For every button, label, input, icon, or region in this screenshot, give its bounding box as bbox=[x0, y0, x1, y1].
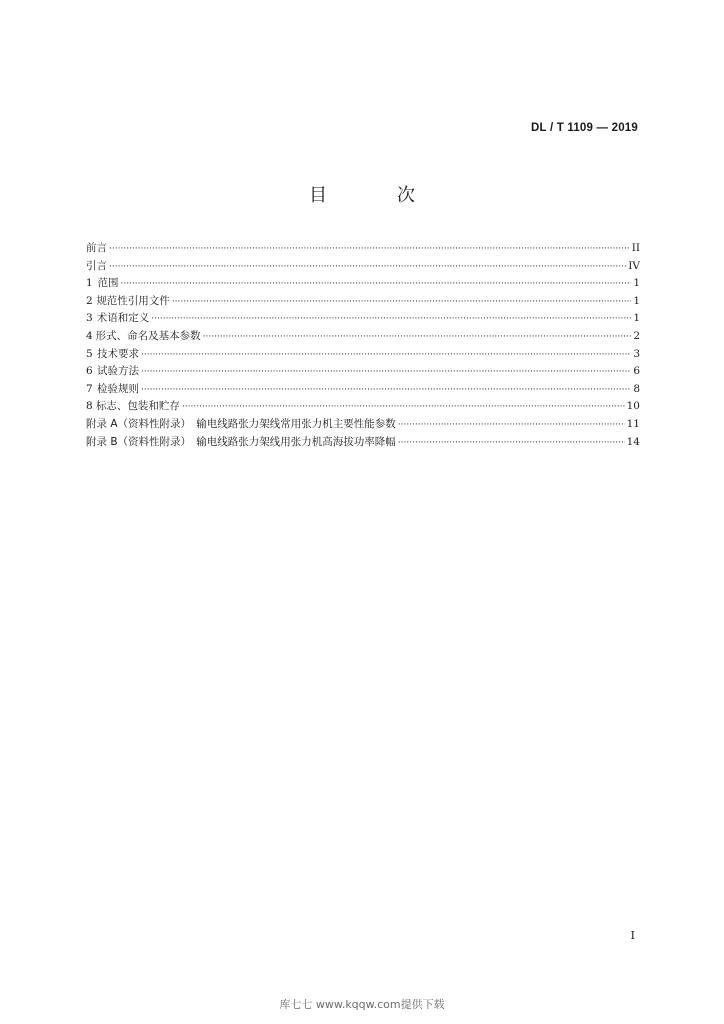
toc-entry-number: 7 bbox=[86, 382, 93, 395]
toc-entry-label: 检验规则 bbox=[97, 382, 139, 395]
toc-entry-label: 试验方法 bbox=[97, 365, 139, 378]
toc-entry-scope[interactable] bbox=[86, 275, 640, 293]
toc-entry-page: 2 bbox=[633, 329, 640, 342]
toc-leader-dots bbox=[120, 276, 631, 294]
toc-entry-label: 规范性引用文件 bbox=[96, 294, 170, 307]
toc-entry-page: 8 bbox=[633, 382, 640, 395]
page-number: I bbox=[630, 929, 635, 942]
toc-entry-page: 14 bbox=[626, 435, 640, 448]
toc-entry-page: 11 bbox=[626, 417, 640, 430]
toc-entry-number: 3 bbox=[86, 312, 93, 325]
toc-entry-number: 2 bbox=[86, 294, 93, 307]
toc-entry-page: 10 bbox=[626, 400, 640, 413]
toc-leader-dots bbox=[398, 417, 625, 435]
toc-entry-foreword[interactable] bbox=[86, 240, 640, 258]
page-title: 目 次 bbox=[309, 185, 441, 206]
toc-entry-number: 5 bbox=[86, 347, 93, 360]
toc-entry-page: IV bbox=[628, 259, 640, 272]
toc-entry-normative-references[interactable] bbox=[86, 293, 640, 311]
toc-entry-appendix-b[interactable] bbox=[86, 434, 640, 452]
toc-entry-number: 6 bbox=[86, 365, 93, 378]
toc-entry-page: II bbox=[631, 242, 640, 254]
toc-entry-page: 1 bbox=[633, 312, 640, 325]
toc-leader-dots bbox=[203, 329, 632, 347]
toc-entry-label: 范围 bbox=[97, 277, 119, 290]
toc-entry-marking-packaging[interactable] bbox=[86, 398, 640, 416]
toc-entry-label: 附录 B（资料性附录） 输电线路张力架线用张力机高海拔功率降幅 bbox=[86, 435, 396, 448]
toc-entry-introduction[interactable] bbox=[86, 258, 640, 276]
toc-entry-number: 1 bbox=[86, 277, 93, 290]
toc-entry-appendix-a[interactable] bbox=[86, 416, 640, 434]
toc-entry-label: 标志、包装和贮存 bbox=[95, 400, 180, 413]
toc-leader-dots bbox=[172, 294, 632, 312]
toc-leader-dots bbox=[151, 311, 631, 329]
toc-leader-dots bbox=[109, 241, 630, 259]
toc-entry-label: 术语和定义 bbox=[96, 312, 150, 325]
toc-entry-number: 4 bbox=[86, 329, 93, 342]
toc-entry-page: 6 bbox=[633, 365, 640, 378]
toc-entry-page: 1 bbox=[633, 277, 640, 290]
toc-entry-technical-requirements[interactable] bbox=[86, 346, 640, 364]
toc-entry-terms[interactable] bbox=[86, 310, 640, 328]
toc-entry-page: 3 bbox=[633, 347, 640, 360]
toc-entry-test-methods[interactable] bbox=[86, 363, 640, 381]
toc-leader-dots bbox=[398, 435, 625, 453]
toc-entry-label: 前言 bbox=[86, 242, 107, 254]
toc-leader-dots bbox=[141, 382, 631, 400]
toc-entry-label: 技术要求 bbox=[97, 347, 139, 360]
toc-leader-dots bbox=[109, 259, 626, 277]
download-watermark: 库七七 www.kqqw.com提供下载 bbox=[279, 998, 445, 1011]
toc-leader-dots bbox=[141, 364, 631, 382]
table-of-contents bbox=[86, 240, 640, 451]
toc-entry-label: 形式、命名及基本参数 bbox=[95, 329, 201, 342]
toc-entry-inspection-rules[interactable] bbox=[86, 381, 640, 399]
toc-entry-label: 附录 A（资料性附录） 输电线路张力架线常用张力机主要性能参数 bbox=[86, 417, 396, 430]
toc-leader-dots bbox=[182, 399, 625, 417]
toc-entry-number: 8 bbox=[86, 400, 93, 413]
toc-leader-dots bbox=[141, 347, 631, 365]
toc-entry-page: 1 bbox=[633, 294, 640, 307]
standard-code: DL / T 1109 — 2019 bbox=[531, 122, 638, 134]
toc-entry-label: 引言 bbox=[86, 259, 107, 272]
toc-entry-types-parameters[interactable] bbox=[86, 328, 640, 346]
